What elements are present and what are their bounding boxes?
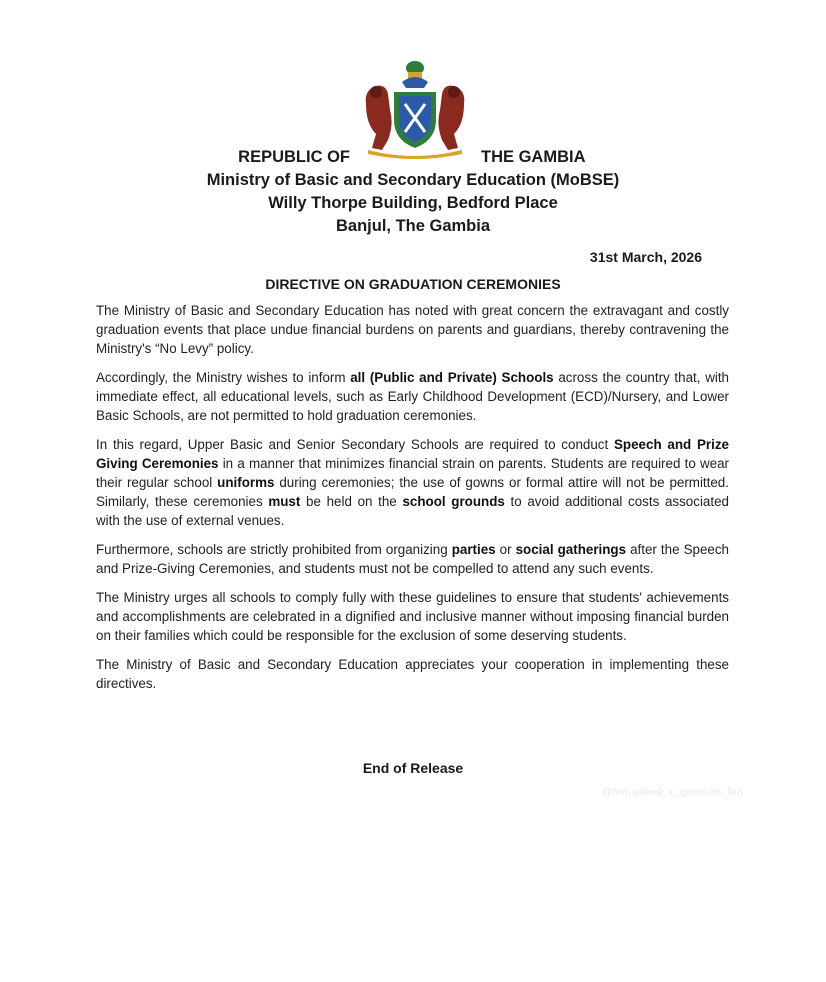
republic-label-left: REPUBLIC OF	[238, 148, 350, 166]
ministry-building: Willy Thorpe Building, Bedford Place	[268, 194, 558, 212]
paragraph-2: Accordingly, the Ministry wishes to inform all (Public and Private) Schools across the country that, with immediate effect, all educational levels, such as Early Childhood Development (ECD)/Nursery, and Lower Basic Schools, are not permitted to hold graduation ceremonies.	[96, 370, 730, 423]
end-of-release: End of Release	[362, 760, 464, 776]
coat-of-arms-logo	[358, 54, 472, 160]
letterhead	[0, 146, 826, 238]
watermark: @fon_proud_x_gambian_fon	[602, 787, 744, 798]
ministry-name: Ministry of Basic and Secondary Education (MoBSE)	[206, 171, 620, 189]
ministry-city: Banjul, The Gambia	[335, 217, 491, 235]
republic-label-right: THE GAMBIA	[481, 148, 586, 166]
paragraph-3: In this regard, Upper Basic and Senior Secondary Schools are required to conduct Speech and Prize Giving Ceremonies in a manner that minimizes financial strain on parents. Students are required to wear their regular school uniforms during ceremonies; the use of gowns or formal attire will not be permitted. Similarly, these ceremonies must be held on the school grounds to avoid additional costs associated with the use of external venues.	[96, 437, 729, 528]
document-body	[96, 301, 729, 703]
paragraph-5: The Ministry urges all schools to comply fully with these guidelines to ensure that students' achievements and accomplishments are celebrated in a dignified and inclusive manner without imposing financial burden on their families which could be responsible for the exclusion of some deserving students.	[96, 590, 729, 643]
paragraph-1: The Ministry of Basic and Secondary Education has noted with great concern the extravagant and costly graduation events that place undue financial burdens on parents and guardians, thereby contravening the Ministry's “No Levy” policy.	[96, 303, 729, 356]
paragraph-4: Furthermore, schools are strictly prohibited from organizing parties or social gatherings after the Speech and Prize-Giving Ceremonies, and students must not be compelled to attend any such events.	[96, 542, 729, 576]
document-title: DIRECTIVE ON GRADUATION CEREMONIES	[265, 276, 561, 292]
document-date: 31st March, 2026	[589, 249, 702, 265]
paragraph-6: The Ministry of Basic and Secondary Education appreciates your cooperation in implementing these directives.	[96, 657, 729, 691]
